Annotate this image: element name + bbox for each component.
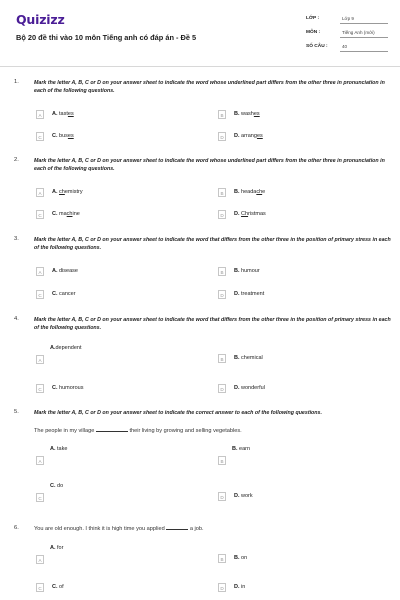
option-letter-box[interactable]: A: [36, 555, 44, 564]
option-letter-box[interactable]: D: [218, 583, 226, 592]
option-letter-box[interactable]: B: [218, 267, 226, 276]
question-number: 1.: [14, 79, 19, 85]
meta-row-subject: [306, 30, 388, 44]
underlined-part: es: [67, 133, 74, 139]
question-prompt: Mark the letter A, B, C or D on your answer sheet to indicate the word that differs from the other three in the position of primary stress in each of the following questions.: [34, 237, 391, 252]
question-prompt: Mark the letter A, B, C or D on your answer sheet to indicate the word whose underlined part differs from the other three in pronunciation in each of the following questions.: [34, 158, 385, 173]
option-text: C. cancer: [52, 291, 76, 297]
option-letter-box[interactable]: B: [218, 554, 226, 563]
underlined-part: Ch: [241, 211, 249, 217]
option-letter-box[interactable]: D: [218, 210, 226, 219]
underlined-part: es: [67, 111, 74, 117]
option-letter-box[interactable]: B: [218, 110, 226, 119]
option-letter-box[interactable]: D: [218, 132, 226, 141]
meta-row-class: [306, 16, 388, 30]
underlined-part: ch: [66, 211, 73, 217]
question-prompt: Mark the letter A, B, C or D on your answer sheet to indicate the correct answer to each of the following questions.: [34, 410, 322, 416]
underlined-part: es: [253, 111, 260, 117]
option-text: A. disease: [52, 268, 78, 274]
option-text: C. humorous: [52, 385, 84, 391]
option-text: B. washes: [234, 111, 260, 117]
option-letter-box[interactable]: D: [218, 290, 226, 299]
option-text: D. work: [234, 493, 253, 499]
question-prompt: Mark the letter A, B, C or D on your answer sheet to indicate the word whose underlined part differs from the other three in pronunciation in each of the following questions.: [34, 80, 385, 95]
header-divider: [0, 66, 400, 67]
option-letter-box[interactable]: C: [36, 210, 44, 219]
question-number: 2.: [14, 157, 19, 163]
option-letter-box[interactable]: B: [218, 456, 226, 465]
option-text: C. do: [50, 483, 64, 489]
question-prompt: Mark the letter A, B, C or D on your answer sheet to indicate the word that differs from the other three in the position of primary stress in each of the following questions.: [34, 317, 391, 332]
option-text: D. in: [234, 584, 246, 590]
question-number: 4.: [14, 316, 19, 322]
option-text: B. earn: [232, 446, 251, 452]
answer-blank: [96, 431, 128, 432]
option-text: A. for: [50, 545, 64, 551]
document-title: Bộ 20 đề thi vào 10 môn Tiếng anh có đáp án - Đề 5: [16, 33, 197, 42]
option-letter-box[interactable]: A: [36, 355, 44, 364]
answer-blank: [166, 529, 188, 530]
option-text: A.dependent: [50, 345, 82, 351]
meta-key: LỚP :: [306, 16, 320, 21]
option-text: C. buses: [52, 133, 74, 139]
option-letter-box[interactable]: D: [218, 492, 226, 501]
underlined-part: es: [256, 133, 263, 139]
option-letter-box[interactable]: A: [36, 456, 44, 465]
question-sentence: You are old enough. I think it is high time you applied a job.: [34, 526, 204, 532]
option-text: D. arranges: [234, 133, 263, 139]
logo-text: Quizizz: [16, 11, 65, 27]
option-text: A. chemistry: [52, 189, 83, 195]
option-letter-box[interactable]: A: [36, 110, 44, 119]
meta-row-count: [306, 44, 388, 58]
question-number: 5.: [14, 409, 19, 415]
meta-key: SỐ CÂU :: [306, 44, 328, 49]
option-text: B. humour: [234, 268, 260, 274]
option-letter-box[interactable]: C: [36, 583, 44, 592]
option-letter-box[interactable]: C: [36, 493, 44, 502]
option-text: C. machine: [52, 211, 80, 217]
option-letter-box[interactable]: C: [36, 132, 44, 141]
page-header: [0, 0, 400, 62]
meta-value: Lớp 9: [340, 16, 388, 24]
option-text: C. of: [52, 584, 64, 590]
option-text: D. wonderful: [234, 385, 265, 391]
option-text: B. chemical: [234, 355, 263, 361]
question-number: 6.: [14, 525, 19, 531]
question-sentence: The people in my village their living by growing and selling vegetables.: [34, 428, 242, 434]
option-letter-box[interactable]: A: [36, 188, 44, 197]
option-text: B. on: [234, 555, 248, 561]
underlined-part: ch: [59, 189, 65, 195]
option-text: D. treatment: [234, 291, 265, 297]
meta-value: 40: [340, 44, 388, 52]
option-text: A. take: [50, 446, 68, 452]
meta-key: MÔN :: [306, 30, 321, 35]
question-number: 3.: [14, 236, 19, 242]
option-letter-box[interactable]: C: [36, 290, 44, 299]
option-text: B. headache: [234, 189, 266, 195]
quizizz-logo: [16, 12, 65, 26]
underlined-part: ch: [256, 189, 263, 195]
meta-table: [306, 16, 388, 58]
option-letter-box[interactable]: B: [218, 354, 226, 363]
option-letter-box[interactable]: B: [218, 188, 226, 197]
option-text: A. tastes: [52, 111, 74, 117]
option-text: D. Christmas: [234, 211, 266, 217]
option-letter-box[interactable]: A: [36, 267, 44, 276]
option-letter-box[interactable]: D: [218, 384, 226, 393]
meta-value: Tiếng Anh (mới): [340, 30, 388, 38]
option-letter-box[interactable]: C: [36, 384, 44, 393]
